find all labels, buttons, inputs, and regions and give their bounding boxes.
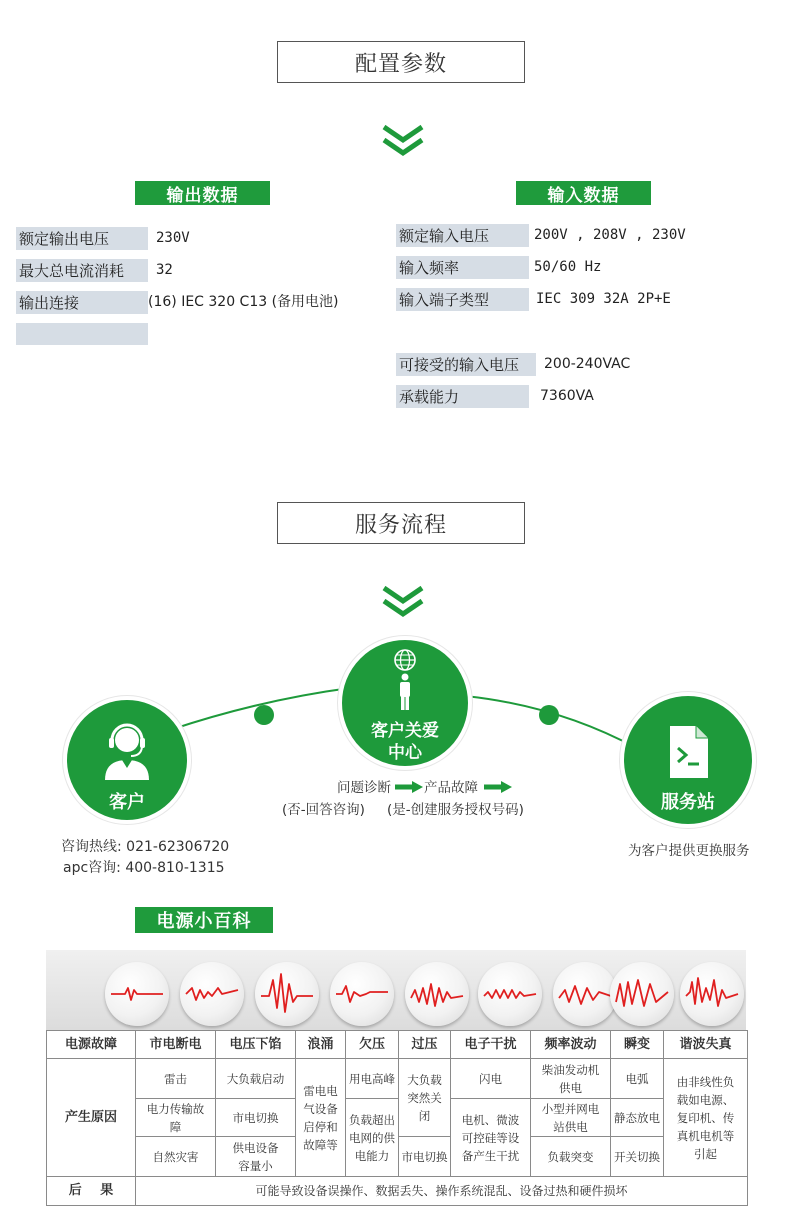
- col-header: 瞬变: [611, 1031, 664, 1059]
- globe-person-icon: [391, 648, 419, 712]
- table-cell: 雷击: [136, 1059, 216, 1099]
- table-cell: 电机、微波可控硅等设备产生干扰: [451, 1099, 531, 1177]
- service-station-label: 服务站: [661, 792, 715, 813]
- customer-label: 客户: [109, 792, 145, 813]
- input-value-frequency: 50/60 Hz: [534, 259, 602, 275]
- flow-note-yes: (是-创建服务授权号码): [387, 802, 524, 818]
- table-cell: 电力传输故障: [136, 1099, 216, 1137]
- input-value-acceptable: 200-240VAC: [544, 356, 631, 372]
- arrow-right-icon: [484, 781, 512, 793]
- table-cell: 小型并网电站供电: [531, 1099, 611, 1137]
- chevron-down-icon: [381, 585, 425, 619]
- input-value-capacity: 7360VA: [540, 388, 594, 404]
- table-cell: 市电切换: [399, 1137, 451, 1177]
- output-label-empty: [16, 323, 148, 345]
- flow-step-diagnosis: 问题诊断: [337, 780, 391, 796]
- table-cell: 雷电电气设备启停和故障等: [296, 1059, 346, 1177]
- table-cell: 电弧: [611, 1059, 664, 1099]
- table-cell: 静态放电: [611, 1099, 664, 1137]
- waveform-icon: [180, 962, 244, 1026]
- waveform-icon: [478, 962, 542, 1026]
- service-station-circle: [620, 692, 756, 828]
- care-center-label-1: 客户关爱: [371, 721, 439, 741]
- headset-agent-icon: [99, 716, 155, 782]
- table-cell: 负载突变: [531, 1137, 611, 1177]
- output-label-connection: 输出连接: [16, 291, 148, 314]
- chevron-down-icon: [381, 124, 425, 158]
- power-wiki-header: 电源小百科: [135, 907, 273, 933]
- table-cell: 市电切换: [216, 1099, 296, 1137]
- waveform-icon: [610, 962, 674, 1026]
- input-data-header: 输入数据: [516, 181, 651, 205]
- output-value-voltage: 230V: [156, 230, 190, 246]
- col-header: 浪涌: [296, 1031, 346, 1059]
- input-label-capacity: 承载能力: [396, 385, 529, 408]
- table-cell: 自然灾害: [136, 1137, 216, 1177]
- output-data-header: 输出数据: [135, 181, 270, 205]
- output-value-current: 32: [156, 262, 173, 278]
- power-problem-table: [46, 1030, 748, 1206]
- col-header: 过压: [399, 1031, 451, 1059]
- input-label-voltage: 额定输入电压: [396, 224, 529, 247]
- result-row-header: 后 果: [47, 1177, 136, 1206]
- col-header: 电源故障: [47, 1031, 136, 1059]
- waveform-icon: [255, 962, 319, 1026]
- col-header: 谐波失真: [664, 1031, 748, 1059]
- cause-row-header: 产生原因: [47, 1059, 136, 1177]
- input-label-acceptable: 可接受的输入电压: [396, 353, 536, 376]
- table-cell: 负载超出电网的供电能力: [346, 1099, 399, 1177]
- input-value-voltage: 200V , 208V , 230V: [534, 227, 686, 243]
- arrow-right-icon: [395, 781, 423, 793]
- connector-dot-right: [539, 705, 559, 725]
- config-title: 配置参数: [277, 41, 525, 83]
- col-header: 市电断电: [136, 1031, 216, 1059]
- waveform-icon: [680, 962, 744, 1026]
- table-cell: 大负载突然关闭: [399, 1059, 451, 1137]
- result-cell: 可能导致设备误操作、数据丢失、操作系统混乱、设备过热和硬件损坏: [136, 1177, 748, 1206]
- col-header: 电子干扰: [451, 1031, 531, 1059]
- output-label-current: 最大总电流消耗: [16, 259, 148, 282]
- service-title: 服务流程: [277, 502, 525, 544]
- output-label-voltage: 额定输出电压: [16, 227, 148, 250]
- hotline-text: 咨询热线: 021-62306720: [61, 839, 230, 855]
- care-center-circle: [338, 636, 472, 770]
- table-cell: 用电高峰: [346, 1059, 399, 1099]
- table-cell: 开关切换: [611, 1137, 664, 1177]
- flow-note-no: (否-回答咨询): [282, 802, 365, 818]
- customer-circle: [63, 696, 191, 824]
- care-center-label-2: 中心: [388, 743, 422, 763]
- input-label-frequency: 输入频率: [396, 256, 529, 279]
- waveform-icon: [330, 962, 394, 1026]
- col-header: 频率波动: [531, 1031, 611, 1059]
- col-header: 电压下馅: [216, 1031, 296, 1059]
- waveform-icon: [405, 962, 469, 1026]
- connector-dot-left: [254, 705, 274, 725]
- table-cell: 柴油发动机供电: [531, 1059, 611, 1099]
- table-cell: 由非线性负载如电源、复印机、传真机电机等引起: [664, 1059, 748, 1177]
- station-description: 为客户提供更换服务: [628, 843, 750, 859]
- output-value-connection: (16) IEC 320 C13 (备用电池): [148, 294, 339, 310]
- document-terminal-icon: [666, 724, 712, 780]
- flow-step-fault: 产品故障: [424, 780, 478, 796]
- input-label-terminal: 输入端子类型: [396, 288, 529, 311]
- table-cell: 供电设备容量小: [216, 1137, 296, 1177]
- waveform-icon: [105, 962, 169, 1026]
- table-cell: 大负载启动: [216, 1059, 296, 1099]
- waveform-icon: [553, 962, 617, 1026]
- table-cell: 闪电: [451, 1059, 531, 1099]
- apc-hotline-text: apc咨询: 400-810-1315: [63, 860, 225, 876]
- col-header: 欠压: [346, 1031, 399, 1059]
- input-value-terminal: IEC 309 32A 2P+E: [536, 291, 671, 307]
